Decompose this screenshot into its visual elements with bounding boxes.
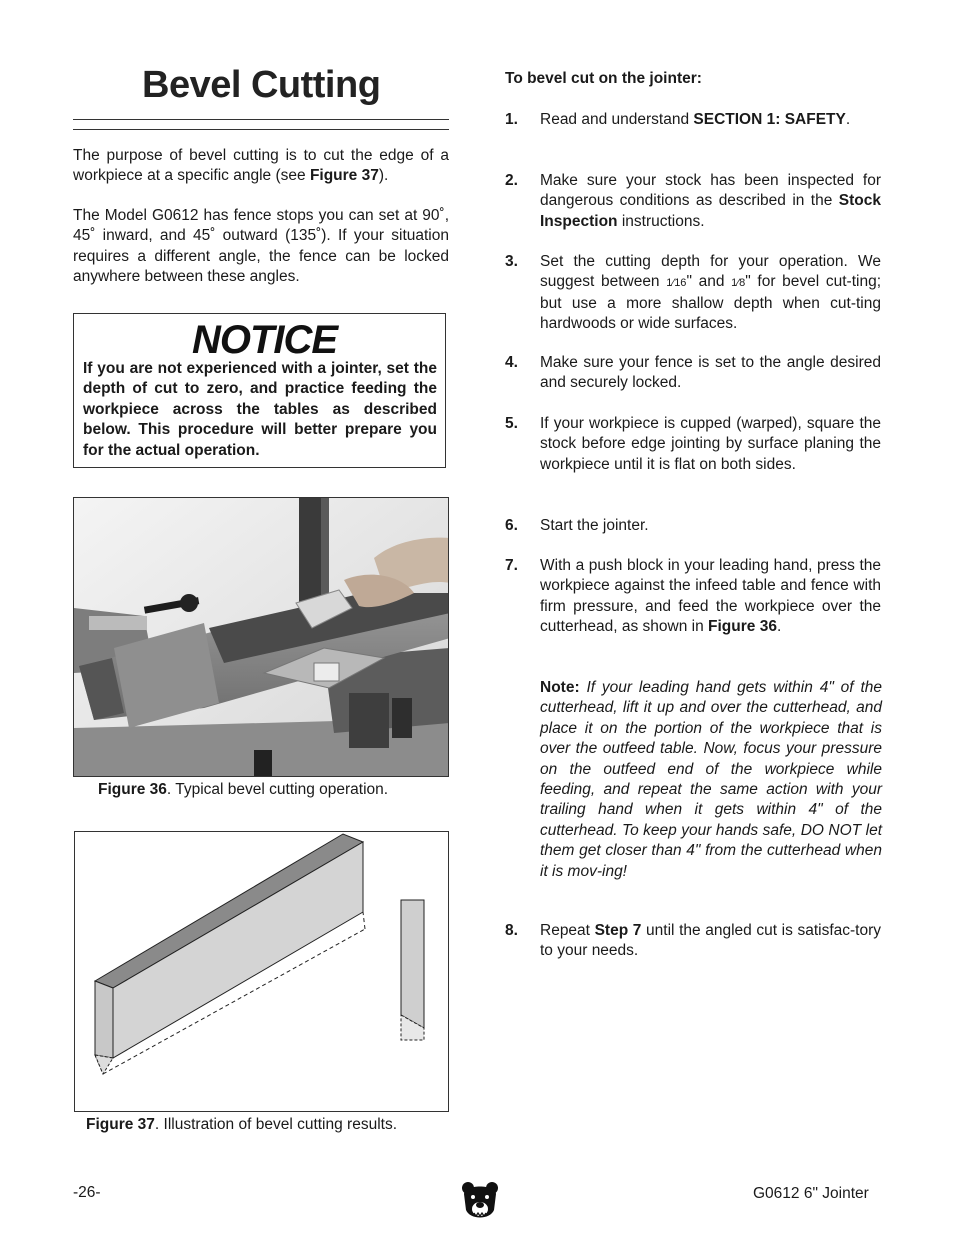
figure-37-illustration [74,831,449,1112]
procedure-step: 1. Read and understand SECTION 1: SAFETY. [505,111,851,128]
note-text: If your leading hand gets within 4" of the cutterhead, lift it up and over the cutterhead, and place it on the portion of the workpiece that is over the outfeed table. Now, focus your pressure on the outfeed end of the workpiece while feeding, and repeat the same action with your trailing hand when it gets within 4" of the cutterhead. To keep your hands safe, DO NOT let them get closer than 4" from the cutterhead when it is mov-ing! [540,679,882,880]
figure-37-reference: Figure 37 [309,167,379,185]
jointer-photo-illustration [74,498,449,777]
title-rule-top [73,119,449,120]
figure-36-photo [73,497,449,777]
notice-body: If you are not experienced with a jointer, set the depth of cut to zero, and practice feeding the workpiece across the tables as described below. This procedure will better prepare you for the actual operation. [83,360,437,459]
notice-title: NOTICE [192,318,338,362]
procedure-step: 5. If your workpiece is cupped (warped), square the stock before edge jointing by surface planing the workpiece until it is flat on both sides. [505,415,881,473]
grizzly-bear-logo-icon [460,1180,500,1224]
procedure-step: 8. Repeat Step 7 until the angled cut is satisfac-tory to your needs. [505,922,881,960]
model-footer: G0612 6" Jointer [753,1185,869,1202]
figure-37-caption: Figure 37. Illustration of bevel cutting results. [86,1116,398,1133]
procedure-step: 3. Set the cutting depth for your operation. We suggest between 1⁄16" and 1⁄8" for bevel cut-ting; but use a more shallow depth when cut-ting hardwoods or wide surfaces. [505,253,881,333]
intro-paragraph-2: The Model G0612 has fence stops you can set at 90˚, 45˚ inward, and 45˚ outward (135˚). If your situation requires a different angle, the fence can be locked anywhere between these angles. [73,207,449,286]
figure-36-caption: Figure 36. Typical bevel cutting operation. [98,781,389,798]
procedure-step: 6. Start the jointer. [505,517,649,534]
procedure-heading: To bevel cut on the jointer: [505,70,702,87]
notice-box [73,313,446,468]
note-label: Note: [540,679,580,696]
page-title: Bevel Cutting [142,64,381,106]
beveled-board-illustration [75,832,449,1112]
intro-paragraph-1: The purpose of bevel cutting is to cut the edge of a workpiece at a specific angle (see Figure 37). [73,147,449,185]
title-rule-bottom [73,129,449,130]
procedure-note [540,678,882,882]
procedure-step: 7. With a push block in your leading hand, press the workpiece against the infeed table and fence with firm pressure, and feed the workpiece over the cutterhead, as shown in Figure 36. [505,557,881,636]
page-number: -26- [73,1184,101,1201]
procedure-step: 4. Make sure your fence is set to the angle desired and securely locked. [505,354,881,392]
procedure-step: 2. Make sure your stock has been inspected for dangerous conditions as described in the Stock Inspection instructions. [505,172,881,230]
